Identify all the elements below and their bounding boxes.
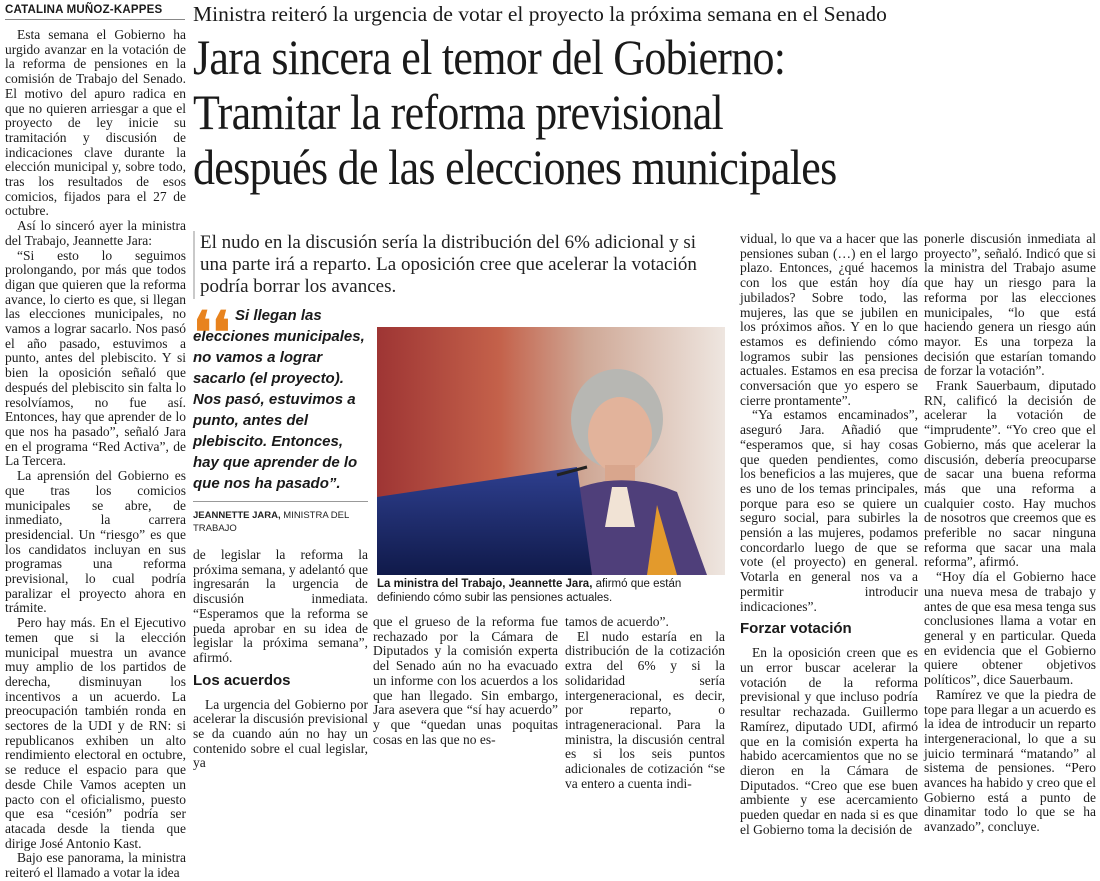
paragraph: La urgencia del Gobierno por acelerar la discusión previsional se da cuando aún no hay un contenido sobre el cual legislar, ya: [193, 696, 368, 771]
paragraph: “Ya estamos encaminados”, aseguró Jara. Añadió que “esperamos que, si hay cosas que queden pendientes, como los beneficios a las mujeres, que es uno de los temas principales, porque para eso se quiere un seguro social, para subirles la pensión a las mujeres, podamos concordarlo luego de que se vote (el proyecto) en general. Votarla en general nos va a permitir introducir indicaciones”.: [740, 407, 918, 614]
photo-caption: [377, 577, 725, 605]
headline-line: Tramitar la reforma previsional: [193, 84, 724, 140]
pull-quote-author: [193, 509, 368, 535]
paragraph: ponerle discusión inmediata al proyecto”, señaló. Indicó que si la ministra del Trabajo asume que hay un riesgo para la reforma por las elecciones municipales, “lo que está haciendo genera un riesgo aún mayor. Es una torpeza la decisión que estarían tomando de forzar la votación”.: [924, 231, 1096, 379]
quote-marks-icon: ❛❛: [193, 301, 231, 366]
article-column-4a: [565, 614, 725, 791]
paragraph: vidual, lo que va a hacer que las pensiones suban (…) en el largo plazo. Entonces, ¿qué hacemos con los que están hoy día jubilados? Sobre todo, las mujeres, las que se jubilen en los próximos años. Y en lo que estamos es definiendo cómo logramos subir las pensiones actuales. Estamos en esa precisa conversación que yo espero se cierre prontamente”.: [740, 231, 918, 408]
kicker: Ministra reiteró la urgencia de votar el proyecto la próxima semana en el Senado: [193, 2, 887, 26]
paragraph: El nudo estaría en la distribución de la cotización extra del 6% y si la solidaridad sería intergeneracional, es decir, por reparto, o intrageneracional. Para la ministra, la discusión central es si los seis puntos adicionales de cotización “se va entero a cuenta indi-: [565, 628, 725, 791]
pull-quote-divider: [193, 501, 368, 502]
paragraph: “Hoy día el Gobierno hace una nueva mesa de trabajo y antes de que esa mesa tenga sus conclusiones llama a votar en general y en particular. Queda en evidencia que el Gobierno quiere obtener objetivos políticos”, dice Sauerbaum.: [924, 569, 1096, 688]
article-column-3: [373, 615, 558, 745]
paragraph: de legislar la reforma la próxima semana, y adelantó que ingresarán la urgencia de discusión inmediata. “Esperamos que la reforma se pueda aprobar en su idea de legislar la próxima semana”, afirmó.: [193, 547, 368, 665]
paragraph: En la oposición creen que es un error buscar acelerar la votación de la reforma previsional y que incluso podría resultar rechazada. Guillermo Ramírez, diputado UDI, afirmó que en la comisión experta ha habido acercamientos que no se dieron en la Cámara de Diputados. “Creo que ese buen ambiente y ese acercamiento pueden quedar en nada si es que el Gobierno toma la decisión de: [740, 645, 918, 837]
pull-quote: [193, 301, 368, 494]
article-column-4b: [740, 231, 918, 837]
paragraph: Bajo ese panorama, la ministra reiteró el llamado a votar la idea: [5, 850, 186, 881]
caption-lead: La ministra del Trabajo, Jeannette Jara,: [377, 578, 593, 590]
pull-quote-text: Si llegan las elecciones municipales, no vamos a lograr sacarlo (el proyecto). Nos pasó, estuvimos a punto, antes del plebiscito. Entonces, hay que aprender de lo que nos ha pasado”.: [193, 307, 365, 492]
pull-quote-author-name: JEANNETTE JARA,: [193, 510, 281, 521]
paragraph: Pero hay más. En el Ejecutivo temen que si la elección municipal muestra un avance muy amplio de los partidos de derecha, disminuyan los incentivos a un acuerdo. La preocupación también ronda en sectores de la UDI y de RN: si republicanos exhiben un alto rendimiento electoral en octubre, se reduce el espacio para que desde Chile Vamos acepten un pacto con el oficialismo, puesto que esa “cesión” podría ser atacada desde la tienda que dirige José Antonio Kast.: [5, 615, 186, 851]
paragraph: tamos de acuerdo”.: [565, 614, 669, 629]
byline: CATALINA MUÑOZ-KAPPES: [5, 4, 185, 20]
photo-illustration: [377, 327, 725, 575]
section-heading: Los acuerdos: [193, 671, 291, 689]
paragraph: Así lo sinceró ayer la ministra del Trabajo, Jeannette Jara:: [5, 218, 186, 248]
minister-photo: [377, 327, 725, 575]
paragraph: Esta semana el Gobierno ha urgido avanzar en la votación de la reforma de pensiones en la comisión de Trabajo del Senado. El motivo del apuro radica en que no quieren arriesgar a que el proyecto de ley inicie su tramitación y discusión de indicaciones clave durante la elección municipal y, sobre todo, tras los resultados de esos comicios, fijados para el 27 de octubre.: [5, 27, 186, 219]
caption-text: afirmó que están definiendo cómo subir las pensiones actuales.: [377, 578, 682, 604]
section-heading: Forzar votación: [740, 620, 852, 638]
paragraph: “Si esto lo seguimos prolongando, por más que todos digan que quieren que la reforma avance, lo cierto es que, si llegan las elecciones municipales, no vamos a lograr sacarlo. Nos pasó el año pasado, estuvimos a punto, antes del plebiscito. Y si bien la oposición señaló que después del plebiscito sin falta lo resolvíamos, no fue así. Entonces, hay que aprender de lo que nos ha pasado”, señaló Jara en el programa “Red Activa”, de La Tercera.: [5, 247, 186, 469]
article-column-5: [924, 231, 1096, 835]
pull-quote-author-role: MINISTRA DEL TRABAJO: [193, 510, 349, 534]
paragraph: que el grueso de la reforma fue rechazado por la Cámara de Diputados y la comisión experta del Senado aún no ha evacuado un informe con los acuerdos a los que han llegado. Sin embargo, Jara asevera que “sí hay acuerdo” y que “quedan unas poquitas cosas en las que no es-: [373, 614, 558, 747]
paragraph: Ramírez ve que la piedra de tope para llegar a un acuerdo es la idea de introducir un reparto intergeneracional, lo que a su juicio terminará “matando” al sistema de pensiones. “Pero avances ha habido y creo que el Gobierno está a punto de dinamitar todo lo que se ha avanzado”, concluye.: [924, 686, 1096, 835]
paragraph: Frank Sauerbaum, diputado RN, calificó la decisión de acelerar la votación de “imprudente”. “Yo creo que el Gobierno, más que acelerar la discusión, debería preocuparse de sacar una buena reforma más que una reforma a cualquier costo. Hay muchos de nosotros que creemos que es preferible no sacar ninguna reforma que sacar una mala reforma”, afirmó.: [924, 378, 1096, 570]
headline: [193, 30, 989, 195]
article-column-2: [193, 547, 368, 771]
deck: El nudo en la discusión sería la distribución del 6% adicional y si una parte irá a reparto. La oposición cree que acelerar la votación podría borrar los avances.: [200, 232, 697, 297]
deck-rule: [193, 231, 195, 299]
paragraph: La aprensión del Gobierno es que tras los comicios municipales se abre, de inmediato, la carrera presidencial. Un “riesgo” es que los candidatos incluyan en sus programas una reforma previsional, lo cual podría paralizar el proyecto ahora en trámite.: [5, 468, 186, 616]
headline-line: después de las elecciones municipales: [193, 139, 837, 195]
headline-line: Jara sincera el temor del Gobierno:: [193, 29, 786, 85]
article-column-1: [5, 27, 186, 881]
